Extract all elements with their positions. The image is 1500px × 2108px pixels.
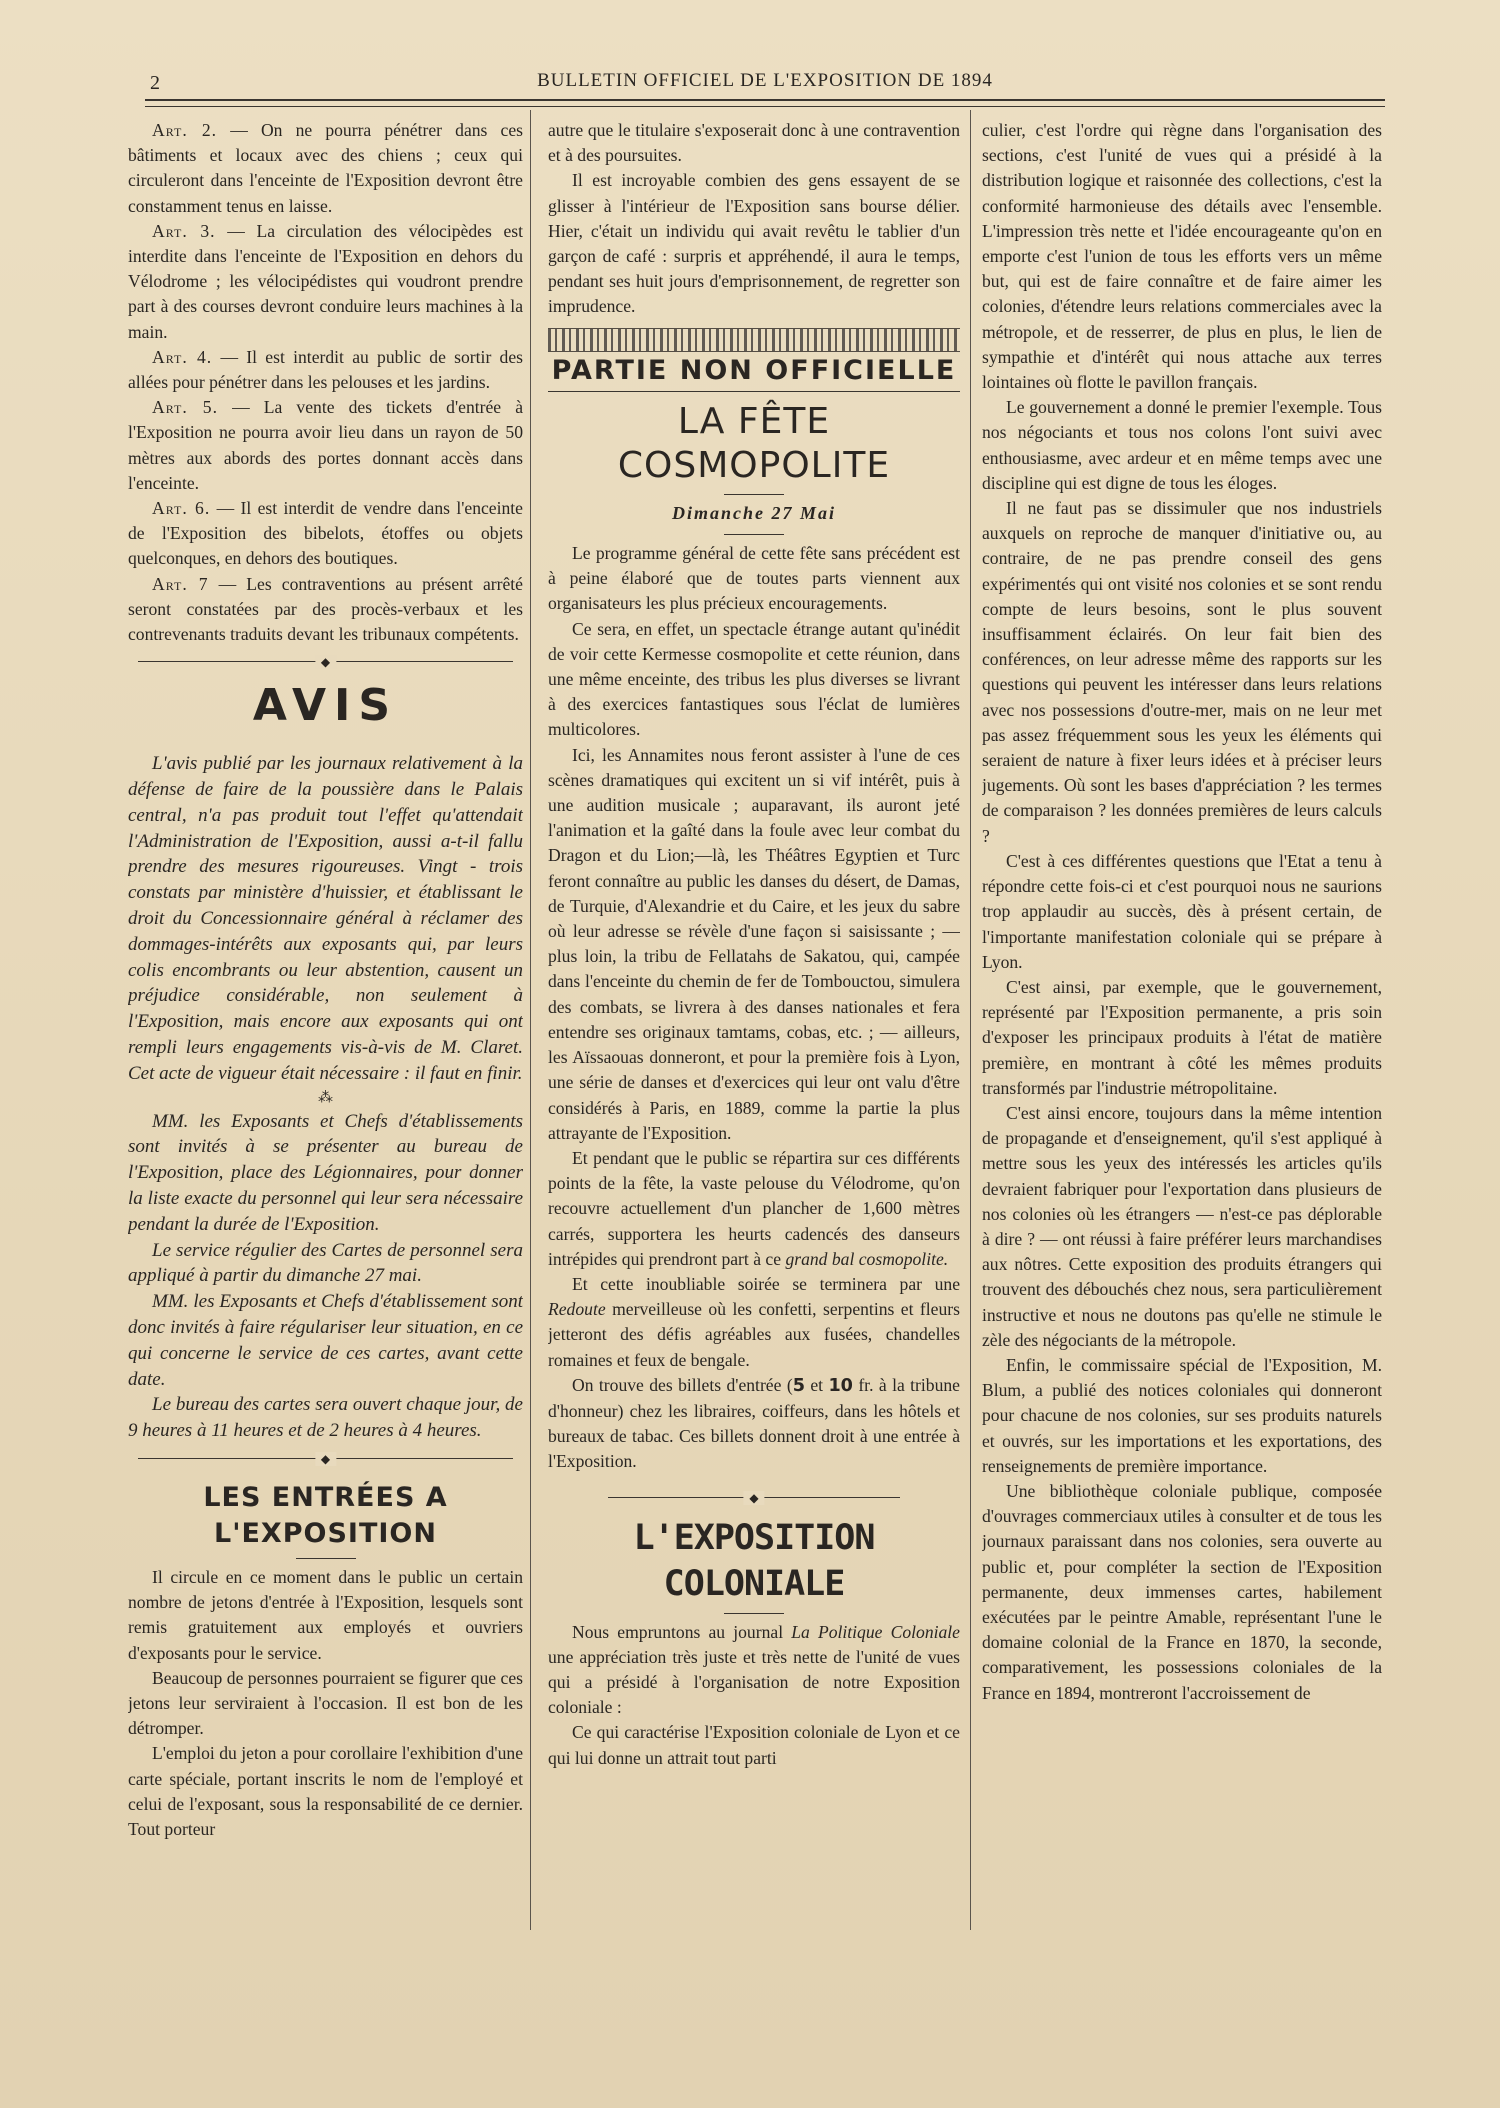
article-2: Art. 2. — On ne pourra pénétrer dans ces bâtiments et locaux avec des chiens ; ceux qui circuleront dans l'enceinte de l'Exposition devront être constamment tenus en laisse. — [128, 120, 523, 216]
entrees-heading: LES ENTRÉES A L'EXPOSITION — [203, 1481, 448, 1549]
entrees-paragraph: Il circule en ce moment dans le public un certain nombre de jetons d'entrée à l'Exposition, lesquels sont remis gratuitement aux employés et ouvriers d'exposants pour le service. — [128, 1566, 523, 1663]
page-header — [145, 64, 1385, 104]
fete-subtitle: Dimanche 27 Mai — [671, 502, 836, 523]
avis-paragraph: Le bureau des cartes sera ouvert chaque jour, de 9 heures à 11 heures et de 2 heures à 4 heures. — [128, 1394, 523, 1442]
fete-paragraph: Ce sera, en effet, un spectacle étrange autant qu'inédit de voir cette Kermesse cosmopolite et cette réunion, dans une même enceinte, des tribus les plus diverses se livrant à des exercices fantastiques sous l'éclat de lumières multicolores. — [548, 618, 960, 740]
title-rule — [296, 1558, 356, 1559]
avis-paragraph: MM. les Exposants et Chefs d'établissements sont invités à se présenter au bureau de l'Exposition, place des Légionnaires, pour donner la liste exacte du personnel qui leur sera nécessaire pendant la durée de l'Exposition. — [128, 1110, 523, 1235]
column-2 — [548, 118, 960, 1928]
coloniale-heading: L'EXPOSITION COLONIALE — [633, 1517, 875, 1604]
fete-paragraph: Et cette inoubliable soirée se terminera par une Redoute merveilleuse où les confetti, serpentins et fleurs jetteront des défis agréables aux fusées, chandelles romaines et feux de bengale. — [548, 1273, 960, 1370]
coloniale-paragraph: C'est ainsi encore, toujours dans la même intention de propagande et d'enseignement, qu'il s'est appliqué à mettre sous les yeux des intéressés les articles qu'ils devraient fabriquer pour l'exportation dans plusieurs de nos colonies où les étrangers — n'est-ce pas déplorable à dire ? — ont réussi à faire préférer leurs marchandises aux nôtres. Cette exposition des produits étrangers qui trouvent des débouchés chez nous, sera particulièrement instructive et nous ne doutons pas qu'elle ne stimule le zèle des négociants de la métropole. — [982, 1102, 1382, 1350]
title-rule — [724, 534, 784, 535]
article-5: Art. 5. — La vente des tickets d'entrée à l'Exposition ne pourra avoir lieu dans un rayon de 50 mètres aux abords des portes donnant accès dans l'enceinte. — [128, 397, 523, 493]
continued-paragraph: Il est incroyable combien des gens essayent de se glisser à l'intérieur de l'Exposition sans bourse délier. Hier, c'était un individu qui avait revêtu le tablier d'un garçon de café : surpris et appréhendé, il aura le temps, pendant ses huit jours d'emprisonnement, de regretter son imprudence. — [548, 170, 960, 317]
fete-heading: LA FÊTE COSMOPOLITE — [617, 400, 891, 486]
coloniale-paragraph: Il ne faut pas se dissimuler que nos industriels auxquels on reproche de manquer d'initiative ou, au contraire, de ne pas prendre conseil des gens expérimentés qui ont visité nos colonies et se sont rendu compte de leurs besoins, sont le plus souvent insuffisamment éclairés. On leur fait bien des conférences, on leur adresse même des rapports sur les questions qui peuvent les intéresser dans leurs relations avec nos possessions d'outre-mer, mais on ne leur met pas assez fréquemment sous les yeux les éléments qui seraient de nature à fixer leurs idées et à préciser leurs jugements. Où sont les bases d'appréciation ? les termes de comparaison ? les données premières de leurs calculs ? — [982, 498, 1382, 846]
title-rule — [724, 494, 784, 495]
section-divider — [608, 1491, 900, 1505]
title-rule — [724, 1613, 784, 1614]
running-title: BULLETIN OFFICIEL DE L'EXPOSITION DE 1894 — [537, 70, 993, 91]
section-divider — [138, 655, 513, 669]
avis-paragraph: L'avis publié par les journaux relativement à la défense de faire de la poussière dans le Palais central, n'a pas produit tout l'effet qu'attendait l'Administration de l'Exposition, aussi a-t-il fallu prendre des mesures rigoureuses. Vingt - trois constats par ministère d'huissier, et établissant le droit du Concessionnaire général à réclamer des dommages-intérêts aux exposants qui, par leurs colis encombrants ou leur abstention, causent un préjudice considérable, non seulement à l'Exposition, mais encore aux exposants qui ont rempli leurs engagements vis-à-vis de M. Claret. Cet acte de vigueur était nécessaire : il faut en finir. — [128, 753, 523, 1084]
column-1 — [128, 118, 523, 1928]
partie-non-officielle-heading: PARTIE NON OFFICIELLE — [551, 354, 957, 386]
avis-paragraph: MM. les Exposants et Chefs d'établissement sont donc invités à faire régulariser leur situation, en ce qui concerne le service de ces cartes, avant cette date. — [128, 1291, 523, 1390]
column-separator-1 — [530, 110, 531, 1930]
coloniale-paragraph: C'est à ces différentes questions que l'Etat a tenu à répondre cette fois-ci et c'est pourquoi nous ne saurions trop applaudir au succès, dès à présent certain, de l'importante manifestation coloniale qui se prépare à Lyon. — [982, 850, 1382, 972]
diamond-ornament-icon: ◆ — [743, 1491, 764, 1505]
fete-paragraph: Le programme général de cette fête sans précédent est à peine élaboré que de toutes parts viennent aux organisateurs les plus précieux encouragements. — [548, 543, 960, 614]
coloniale-paragraph: Une bibliothèque coloniale publique, composée d'ouvrages commerciaux utiles à consulter et de tous les journaux paraissant dans nos colonies, sera ouverte au public et, pour compléter la section de l'Exposition permanente, deux immenses cartes, habilement exécutées par le peintre Amable, représentant l'une le domaine colonial de la France en 1870, la seconde, comparativement, les possessions coloniales de la France en 1894, montreront l'accroissement de — [982, 1480, 1382, 1703]
coloniale-paragraph: Ce qui caractérise l'Exposition coloniale de Lyon et ce qui lui donne un attrait tout parti — [548, 1722, 960, 1768]
coloniale-paragraph: culier, c'est l'ordre qui règne dans l'organisation des sections, c'est l'unité de vues qui a présidé à la distribution logique et raisonnée des collections, c'est la conformité harmonieuse des détails avec l'ensemble. L'impression très nette et l'idée encourageante qu'on en emporte c'est l'union de tous les efforts vers un même but, qui est de faire connaître et de faire aimer les colonies, d'étendre leurs relations commerciales avec la métropole, et de resserrer, de plus en plus, le lien de sympathie et d'intérêt qui nous attache aux terres lointaines où flotte le pavillon français. — [982, 120, 1382, 393]
page-number: 2 — [150, 72, 160, 94]
avis-heading: AVIS — [252, 680, 399, 732]
asterism: ⁂ — [318, 1089, 333, 1106]
coloniale-paragraph: Enfin, le commissaire spécial de l'Exposition, M. Blum, a publié des notices coloniales qui donneront pour chacune de nos colonies, sur ses produits naturels et ouvrés, sur les importations et les exportations, des renseignements de première importance. — [982, 1354, 1382, 1476]
entrees-paragraph: L'emploi du jeton a pour corollaire l'exhibition d'une carte spéciale, portant inscrits le nom de l'employé et celui de l'exposant, sous la responsabilité de ce dernier. Tout porteur — [128, 1743, 523, 1840]
heading-rule — [548, 391, 960, 392]
article-3: Art. 3. — La circulation des vélocipèdes est interdite dans l'enceinte de l'Exposition en dehors du Vélodrome ; les vélocipédistes qui voudront prendre part à des courses devront conduire leurs machines à la main. — [128, 220, 523, 342]
diamond-ornament-icon: ◆ — [315, 655, 336, 669]
continued-paragraph: autre que le titulaire s'exposerait donc à une contravention et à des poursuites. — [548, 120, 960, 166]
header-rule — [145, 99, 1385, 107]
entrees-paragraph: Beaucoup de personnes pourraient se figurer que ces jetons leur serviraient à l'occasion. Il est bon de les détromper. — [128, 1667, 523, 1739]
ornamental-band — [548, 328, 960, 352]
column-separator-2 — [970, 110, 971, 1930]
column-3 — [982, 118, 1382, 1928]
avis-paragraph: Le service régulier des Cartes de personnel sera appliqué à partir du dimanche 27 mai. — [128, 1239, 523, 1287]
coloniale-paragraph: Nous empruntons au journal La Politique Coloniale une appréciation très juste et très nette de l'unité de vues qui a présidé à l'organisation de notre Exposition coloniale : — [548, 1621, 960, 1718]
fete-paragraph: Ici, les Annamites nous feront assister à l'une de ces scènes dramatiques qui excitent un si vif intérêt, puis à une audition musicale ; auparavant, ils auront jeté l'animation et la gaîté dans la foule avec leur combat du Dragon et du Lion;—là, les Théâtres Egyptien et Turc feront connaître au public les danses du désert, de Damas, de Turquie, d'Alexandrie et du Caire, et les jeux du sabre où leur adresse se révèle d'une façon si saisissante ; — plus loin, la tribu de Fellatahs de Sakatou, qui, campée dans l'enceinte du chemin de fer de Tombouctou, simulera des combats, se livrera à des danses nationales et fera entendre ses originaux tamtams, cobas, etc. ; — ailleurs, les Aïssaouas donneront, et pour la première fois à Lyon, une série de danses et d'exercices qui leur ont valu d'être considérés à Paris, en 1889, comme la partie la plus attrayante de l'Exposition. — [548, 744, 960, 1143]
article-7: Art. 7 — Les contraventions au présent arrêté seront constatées par des procès-verbaux et les contrevenants traduits devant les tribunaux compétents. — [128, 573, 523, 645]
coloniale-paragraph: C'est ainsi, par exemple, que le gouvernement, représenté par l'Exposition permanente, a pris soin d'exposer les principaux produits à l'état de matière première, en montrant à côté les mêmes produits transformés par l'industrie métropolitaine. — [982, 976, 1382, 1098]
section-divider — [138, 1452, 513, 1466]
article-4: Art. 4. — Il est interdit au public de sortir des allées pour pénétrer dans les pelouses et les jardins. — [128, 346, 523, 393]
fete-paragraph: Et pendant que le public se répartira sur ces différents points de la fête, la vaste pelouse du Vélodrome, qu'on recouvre actuellement d'un plancher de 1,600 mètres carrés, supportera les heurts cadencés des danseurs intrépides qui prendront part à ce grand bal cosmopolite. — [548, 1147, 960, 1269]
coloniale-paragraph: Le gouvernement a donné le premier l'exemple. Tous nos négociants et tous nos colons l'ont suivi avec enthousiasme, avec ardeur et en même temps avec une discipline qui est digne de tous les éloges. — [982, 397, 1382, 493]
article-6: Art. 6. — Il est interdit de vendre dans l'enceinte de l'Exposition des bibelots, étoffes ou objets quelconques, en dehors des boutiques. — [128, 498, 523, 569]
diamond-ornament-icon: ◆ — [315, 1452, 336, 1466]
fete-paragraph: On trouve des billets d'entrée (5 et 10 fr. à la tribune d'honneur) chez les libraires, coiffeurs, dans les hôtels et bureaux de tabac. Ces billets donnent droit à une entrée à l'Exposition. — [548, 1374, 960, 1472]
